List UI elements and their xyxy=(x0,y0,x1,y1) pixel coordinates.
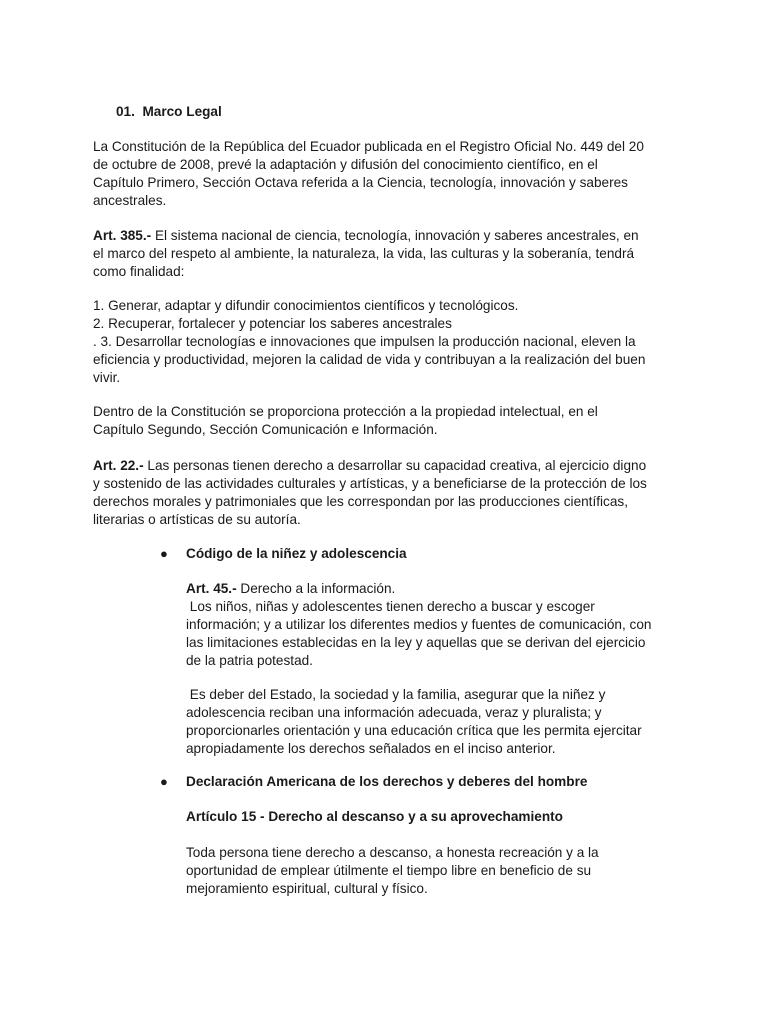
section-heading: 01. Marco Legal xyxy=(116,104,222,119)
bullet-title-declaracion: Declaración Americana de los derechos y deberes del hombre xyxy=(186,774,588,789)
list-item: vivir. xyxy=(93,370,121,385)
art-385-label: Art. 385.- xyxy=(93,228,152,243)
text-line: derechos morales y patrimoniales que les correspondan por las producciones científicas, xyxy=(93,494,628,509)
text-line: Toda persona tiene derecho a descanso, a honesta recreación y a la xyxy=(186,845,599,860)
list-item: 1. Generar, adaptar y difundir conocimientos científicos y tecnológicos. xyxy=(93,298,519,313)
art-22-paragraph xyxy=(93,457,683,529)
text-line: proporcionarles orientación y una educación crítica que les permita ejercitar xyxy=(186,723,642,738)
list-item: . 3. Desarrollar tecnologías e innovaciones que impulsen la producción nacional, eleven la xyxy=(93,334,636,349)
art-45-block xyxy=(186,580,686,670)
text-line: mejoramiento espiritual, cultural y físico. xyxy=(186,881,428,896)
text-line: el marco del respeto al ambiente, la naturaleza, la vida, las culturas y la soberanía, tendrá xyxy=(93,246,635,261)
list-item: eficiencia y productividad, mejoren la calidad de vida y contribuyan a la realización del buen xyxy=(93,352,646,367)
art-45-label: Art. 45.- xyxy=(186,581,237,596)
text-line: oportunidad de emplear útilmente el tiempo libre en beneficio de su xyxy=(186,863,592,878)
text-line: las limitaciones establecidas en la ley y aquellas que se derivan del ejercicio xyxy=(186,635,646,650)
ip-paragraph xyxy=(93,403,683,439)
text-line: información; y a utilizar los diferentes medios y fuentes de comunicación, con xyxy=(186,617,652,632)
bullet-marker: ● xyxy=(160,546,168,561)
text-line xyxy=(93,457,683,475)
text-line: ancestrales. xyxy=(93,193,167,208)
art-385-text: El sistema nacional de ciencia, tecnología, innovación y saberes ancestrales, en xyxy=(151,228,639,243)
bullet-marker: ● xyxy=(160,774,168,789)
text-line: Capítulo Primero, Sección Octava referida a la Ciencia, tecnología, innovación y saberes xyxy=(93,175,628,190)
objectives-list xyxy=(93,297,683,387)
art-22-text: Las personas tienen derecho a desarrollar su capacidad creativa, al ejercicio digno xyxy=(143,458,647,473)
art-22-label: Art. 22.- xyxy=(93,458,144,473)
text-line: La Constitución de la República del Ecuador publicada en el Registro Oficial No. 449 del 20 xyxy=(93,139,644,154)
art-385-paragraph xyxy=(93,227,683,281)
text-line: apropiadamente los derechos señalados en el inciso anterior. xyxy=(186,741,556,756)
text-line: de la patria potestad. xyxy=(186,653,313,668)
article-15-paragraph xyxy=(186,844,686,898)
intro-paragraph xyxy=(93,138,683,210)
text-line: Los niños, niñas y adolescentes tienen derecho a buscar y escoger xyxy=(186,599,595,614)
art-45-text: Derecho a la información. xyxy=(236,581,396,596)
article-15-title: Artículo 15 - Derecho al descanso y a su aprovechamiento xyxy=(186,809,563,824)
text-line: de octubre de 2008, prevé la adaptación y difusión del conocimiento científico, en el xyxy=(93,157,598,172)
text-line xyxy=(93,227,683,245)
text-line: adolescencia reciban una información adecuada, veraz y pluralista; y xyxy=(186,705,602,720)
bullet-title-codigo: Código de la niñez y adolescencia xyxy=(186,546,407,561)
text-line: literarias o artísticas de su autoría. xyxy=(93,512,301,527)
text-line: Capítulo Segundo, Sección Comunicación e Información. xyxy=(93,422,438,437)
text-line: Dentro de la Constitución se proporciona protección a la propiedad intelectual, en el xyxy=(93,404,598,419)
text-line xyxy=(186,580,686,598)
state-duty-paragraph xyxy=(186,686,686,758)
text-line: Es deber del Estado, la sociedad y la familia, asegurar que la niñez y xyxy=(186,687,606,702)
text-line: y sostenido de las actividades culturales y artísticas, y a beneficiarse de la protección de los xyxy=(93,476,647,491)
text-line: como finalidad: xyxy=(93,264,185,279)
list-item: 2. Recuperar, fortalecer y potenciar los saberes ancestrales xyxy=(93,316,452,331)
